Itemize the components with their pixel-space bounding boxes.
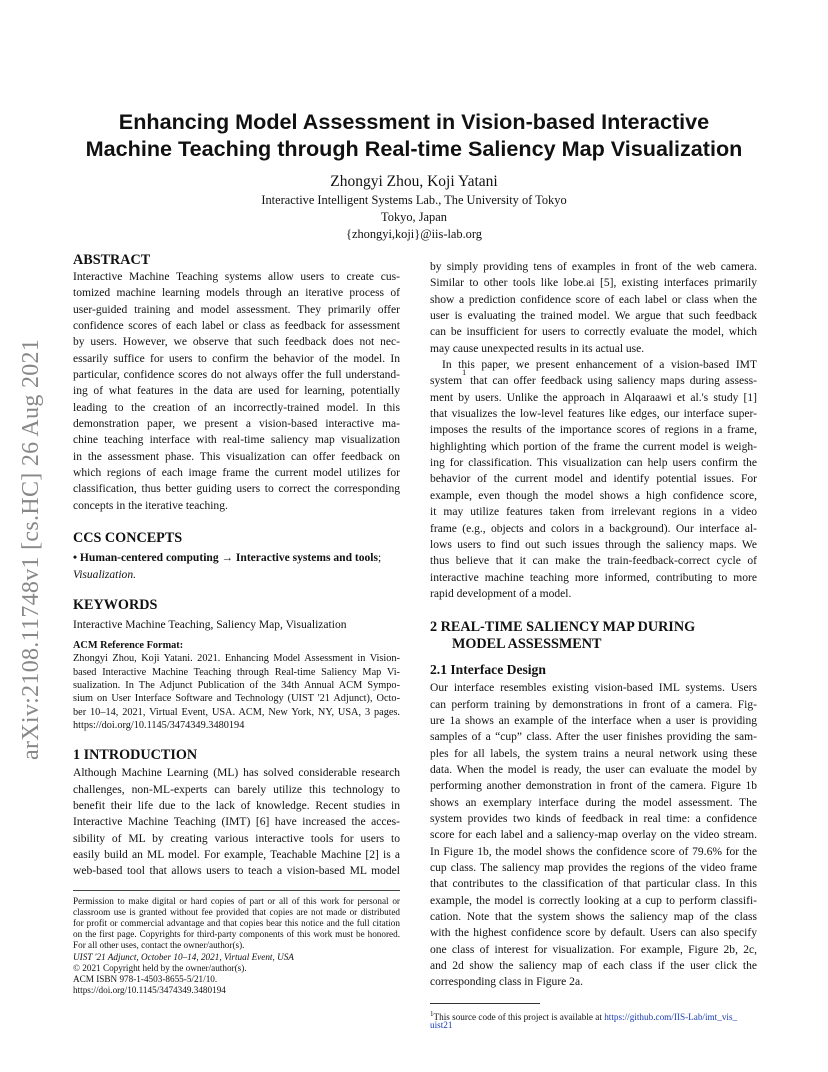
title-line: Machine Teaching through Real-time Saliency Map Visualization bbox=[85, 136, 743, 161]
body-line: one class of interest for visualization. For example, Figure 2b, 2c, bbox=[430, 943, 757, 956]
footnote-text: This source code of this project is available at bbox=[433, 1011, 605, 1022]
abstract-heading: ABSTRACT bbox=[73, 252, 151, 268]
body-line: In Figure 1b, the model shows the confidence score of 79.6% for the bbox=[430, 845, 757, 858]
body-line: may cause unexpected results in its actual use. bbox=[430, 342, 645, 355]
section2-body bbox=[430, 680, 757, 991]
affiliation-line: Tokyo, Japan bbox=[381, 210, 447, 224]
acm-ref-line: based Interactive Machine Teaching through Real-time Saliency Map Vi- bbox=[73, 666, 400, 678]
intro-line: sibility of ML by creating various interactive tools for users to bbox=[73, 832, 400, 845]
abstract-line: leading to the creation of an incorrectly-trained model. In this bbox=[73, 401, 400, 414]
abstract-line: essarily suffice for users to confirm the behavior of the model. In bbox=[73, 352, 400, 365]
copyright-line: © 2021 Copyright held by the owner/author(s). bbox=[73, 962, 247, 973]
footnote bbox=[430, 1009, 757, 1031]
body-line: behavior of the current model and identify potential issues. For bbox=[430, 473, 757, 486]
body-line: cation. Note that the system shows the saliency map of the class bbox=[430, 911, 757, 924]
permission-line: For all other uses, contact the owner/author(s). bbox=[73, 940, 245, 951]
abstract-line: in the assessment phase. This visualization can offer feedback on bbox=[73, 450, 400, 463]
system-word: system bbox=[430, 375, 463, 388]
body-line: rapid development of a model. bbox=[430, 587, 572, 600]
abstract-line: ing of what features in the data are used for learning, potentially bbox=[73, 385, 400, 398]
body-line: user is evaluating the trained model. We argue that such feedback bbox=[430, 310, 757, 323]
keywords-text: Interactive Machine Teaching, Saliency Map, Visualization bbox=[73, 618, 347, 631]
abstract-line: tomized machine learning models through an iterative process of bbox=[73, 287, 400, 300]
intro-body bbox=[73, 765, 400, 879]
abstract-line: Interactive Machine Teaching systems allow users to create cus- bbox=[73, 271, 400, 283]
intro-line: Although Machine Learning (ML) has solved considerable research bbox=[73, 767, 400, 780]
right-column bbox=[430, 259, 757, 1031]
footnote-link-cont[interactable]: uist21 bbox=[430, 1019, 453, 1030]
section2-heading-line: MODEL ASSESSMENT bbox=[452, 636, 602, 653]
subsection-heading: 2.1 Interface Design bbox=[430, 662, 546, 678]
body-line: ment by users. Unlike the approach in Alqaraawi et al.'s study [1] bbox=[430, 391, 757, 404]
intro-line: benefit their life due to the lack of knowledge. Recent studies in bbox=[73, 799, 400, 812]
paper-title bbox=[60, 108, 768, 162]
abstract-line: demonstration paper, we present a vision-based interactive ma- bbox=[73, 418, 400, 431]
venue-line: UIST '21 Adjunct, October 10–14, 2021, Virtual Event, USA bbox=[73, 951, 294, 962]
body-line: data. When the model is ready, the user can evaluate the model by bbox=[430, 763, 757, 776]
permission-line: for profit or commercial advantage and that copies bear this notice and the full citation bbox=[73, 918, 400, 929]
abstract-line: by users. However, we observe that such feedback does not nec- bbox=[73, 336, 400, 349]
body-line: can be insufficient for users to correctly evaluate the model, which bbox=[430, 326, 757, 339]
acm-reference bbox=[73, 639, 400, 732]
isbn-line: ACM ISBN 978-1-4503-8655-5/21/10. bbox=[73, 973, 218, 984]
body-line: ing for classification. This visualization can help users confirm the bbox=[430, 457, 757, 470]
body-line: example, even though the model shows a high confidence score, bbox=[430, 489, 757, 502]
abstract-line: particular, confidence scores do not always offer the full understand- bbox=[73, 369, 400, 382]
body-line: by simply providing tens of examples in front of the web camera. bbox=[430, 261, 757, 273]
body-line: that contributes to the classification of that particular class. In this bbox=[430, 878, 757, 891]
body-line: interactive machine teaching more informed, contributing to more bbox=[430, 571, 757, 584]
body-line: samples of a “cup” class. After the user finishes providing the sam- bbox=[430, 731, 757, 744]
body-line: score for each label and a saliency-map overlay on the video stream. bbox=[430, 829, 757, 842]
body-line: Our interface resembles existing vision-based IML systems. Users bbox=[430, 682, 757, 695]
affiliation-line: Interactive Intelligent Systems Lab., The University of Tokyo bbox=[261, 193, 567, 207]
intro-line: easily build an ML model. For example, Teachable Machine [2] is a bbox=[73, 848, 400, 861]
body-line bbox=[430, 368, 757, 389]
footnote-link[interactable]: https://github.com/IIS-Lab/imt_vis_ bbox=[604, 1011, 738, 1022]
body-line: show a prediction confidence score of each label or class when the bbox=[430, 293, 757, 306]
abstract-line: user-guided training and model assessment. They primarily offer bbox=[73, 303, 400, 316]
arxiv-identifier: arXiv:2108.11748v1 [cs.HC] 26 Aug 2021 bbox=[18, 338, 44, 760]
ccs-concept: • Human-centered computing → Interactive systems and tools bbox=[73, 552, 378, 565]
affiliation bbox=[60, 192, 768, 243]
acm-ref-doi[interactable]: https://doi.org/10.1145/3474349.3480194 bbox=[73, 719, 245, 731]
ccs-punct: ; bbox=[378, 552, 382, 565]
body-line: ure 1a shows an example of the interface when a user is providing bbox=[430, 714, 757, 727]
abstract-line: confidence scores of each label or class as feedback for assessment bbox=[73, 320, 400, 333]
abstract-line: concepts in the iterative teaching. bbox=[73, 499, 228, 512]
keywords-heading: KEYWORDS bbox=[73, 596, 158, 613]
abstract-line: classification, thus better guiding users to correct the corresponding bbox=[73, 483, 400, 496]
abstract-line: which regions of each image frame the current model utilizes for bbox=[73, 467, 400, 480]
intro-line: Interactive Machine Teaching (IMT) [6] have increased the acces- bbox=[73, 816, 400, 829]
body-line: performing another demonstration in front of the camera. Figure 1b bbox=[430, 780, 757, 793]
acm-ref-line: Zhongyi Zhou, Koji Yatani. 2021. Enhancing Model Assessment in Vision- bbox=[73, 653, 400, 665]
intro-line: challenges, non-ML-experts can barely utilize this technology to bbox=[73, 783, 400, 796]
body-line: Similar to other tools like lobe.ai [5], existing interfaces primarily bbox=[430, 277, 757, 290]
acm-ref-line: ber 10–14, 2021, Virtual Event, USA. ACM, New York, NY, USA, 3 pages. bbox=[73, 706, 400, 718]
doi-line[interactable]: https://doi.org/10.1145/3474349.3480194 bbox=[73, 985, 226, 996]
footnote-marker[interactable]: 1 bbox=[462, 368, 467, 378]
body-line: with the highest confidence score by default. Users can also specify bbox=[430, 927, 757, 940]
body-line-rest: that can offer feedback using saliency maps during assess- bbox=[470, 375, 757, 388]
email: {zhongyi,koji}@iis-lab.org bbox=[346, 227, 482, 241]
acm-ref-line: sualization. In The Adjunct Publication of the 34th Annual ACM Sympo- bbox=[73, 680, 400, 692]
body-line: corresponding class in Figure 2a. bbox=[430, 976, 583, 989]
body-line: lows users to find out such issues through the saliency maps. We bbox=[430, 538, 757, 551]
abstract-line: chine teaching interface with real-time saliency map visualization bbox=[73, 434, 400, 447]
body-line: example, the model is correctly looking at a cup to perform classifi- bbox=[430, 894, 757, 907]
intro-line: web-based tool that allows users to teach a vision-based ML model bbox=[73, 865, 400, 878]
body-line: thus believe that it can make the train-feedback-correct cycle of bbox=[430, 555, 757, 568]
section2-heading-line: 2 REAL-TIME SALIENCY MAP DURING bbox=[430, 619, 696, 636]
ccs-heading: CCS CONCEPTS bbox=[73, 530, 183, 547]
body-line: shows an exemplary interface during the model assessment. The bbox=[430, 796, 757, 809]
body-line: and 2d show the saliency map of each class if the user click the bbox=[430, 960, 757, 973]
body-line: cup class. The saliency map provides the regions of the video frame bbox=[430, 862, 757, 874]
body-line: frame (e.g., objects and colors in a background). Our interface al- bbox=[430, 522, 757, 535]
permission-line: on the first page. Copyrights for third-party components of this work must be honored. bbox=[73, 929, 400, 940]
body-line: In this paper, we present enhancement of a vision-based IMT bbox=[442, 359, 757, 372]
ccs-line bbox=[73, 550, 400, 566]
body-line: can perform training by demonstrations in front of a camera. Fig- bbox=[430, 698, 757, 711]
body-line: system provides two kinds of feedback in real time: a confidence bbox=[430, 812, 757, 825]
left-column bbox=[73, 252, 400, 996]
acm-ref-line: sium on User Interface Software and Technology (UIST '21 Adjunct), Octo- bbox=[73, 693, 400, 705]
body-line: imposes the results of the importance scores of regions in a frame, bbox=[430, 424, 757, 437]
body-line: ples for all labels, the system trains a neural network using these bbox=[430, 747, 757, 760]
permission-block bbox=[73, 890, 400, 997]
acm-reference-heading: ACM Reference Format: bbox=[73, 640, 184, 652]
intro-heading: 1 INTRODUCTION bbox=[73, 747, 198, 764]
title-line: Enhancing Model Assessment in Vision-based Interactive bbox=[118, 109, 710, 134]
ccs-line: Visualization. bbox=[73, 568, 136, 581]
permission-line: classroom use is granted without fee provided that copies are not made or distributed bbox=[73, 906, 400, 917]
body-line: it may utilize features taken from irrelevant regions in a video bbox=[430, 506, 757, 519]
authors: Zhongyi Zhou, Koji Yatani bbox=[330, 173, 498, 190]
body-line: highlighting which portion of the frame the current model is weigh- bbox=[430, 440, 757, 453]
section2-heading bbox=[430, 619, 757, 653]
permission-line: Permission to make digital or hard copies of part or all of this work for personal or bbox=[73, 895, 400, 906]
footnote-number: 1 bbox=[430, 1009, 434, 1018]
body-line: that visualizes the low-level features like edges, our interface super- bbox=[430, 408, 757, 421]
abstract-body bbox=[73, 269, 400, 514]
footnote-rule bbox=[430, 1003, 540, 1004]
